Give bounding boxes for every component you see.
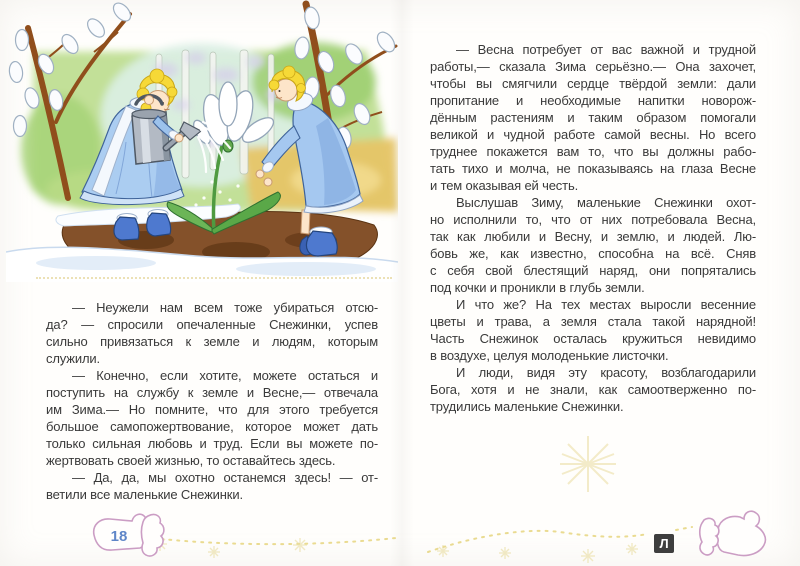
text-line: ветили все маленькие Снежинки. xyxy=(46,487,243,502)
text-line: трудились маленькие Снежинки. xyxy=(430,399,624,414)
text-line: Часть Снежинок осталась кружиться невидимо xyxy=(430,331,756,346)
text-line: в воздухе, целуя молоденькие листочки. xyxy=(430,348,669,363)
text-line: Бога, хотя и не знали, как самоотверженно по- xyxy=(430,382,756,397)
page-number-mitten-right xyxy=(692,507,772,561)
text-line: жертвовать своей жизнью, то оставайтесь здесь. xyxy=(46,453,336,468)
text-line: под кочки и проникли в глубь земли. xyxy=(430,280,645,295)
text-line: — Конечно, если хотите, можете остаться и xyxy=(72,368,378,383)
text-line: бовь же, как известно, способна на всё. Сняв xyxy=(430,246,756,261)
text-line: — Да, да, мы охотно останемся здесь! — от- xyxy=(72,470,378,485)
page-number-mitten-left xyxy=(86,509,170,559)
text-line: великой и чудной работе самой весны. Но всего xyxy=(430,127,756,142)
wavy-dotted-line-right xyxy=(428,531,648,552)
small-snowflakes xyxy=(153,537,638,563)
text-line: им Зима.— Но помните, что для этого требуется xyxy=(46,402,378,417)
text-line: и тем оказывая ей честь. xyxy=(430,178,579,193)
text-line: — Весна потребует от вас важной и трудной xyxy=(456,42,756,57)
text-line: пропитание и необходимые напитки новорож- xyxy=(430,93,756,108)
text-line: работы,— сказала Зима серьёзно.— Она захочет, xyxy=(430,59,756,74)
text-line: с себя свой блестящий наряд, они попрятались xyxy=(430,263,756,278)
text-line: сильно привязаться к земле и людям, которым xyxy=(46,334,378,349)
right-page-text xyxy=(430,41,756,415)
text-line: поступить на службу к земле и Весне,— отвечала xyxy=(46,385,378,400)
text-line: только сильная любовь и труд. Если вы можете по- xyxy=(46,436,378,451)
text-line: И что же? На тех местах выросли весенние xyxy=(456,297,756,312)
text-line: Выслушав Зиму, маленькие Снежинки охот- xyxy=(456,195,756,210)
text-line: — Неужели нам всем тоже убираться отсю- xyxy=(72,300,378,315)
text-line: так как любили и Весну, и землю, и людей. Лю- xyxy=(430,229,756,244)
text-line: труднее покажется вам то, что вы должны рабо- xyxy=(430,144,756,159)
text-line: дённым растениям и таким образом помогали xyxy=(430,110,756,125)
text-line: чтобы вы смягчили сердце твёрдой земли: дали xyxy=(430,76,756,91)
text-line: большое самопожертвование, которое может дать xyxy=(46,419,378,434)
text-line: служили. xyxy=(46,351,100,366)
text-line: цветы и трава, а земля стала такой нарядной! xyxy=(430,314,756,329)
labirint-watermark-badge: Л xyxy=(654,534,674,553)
illustration-separator-dots xyxy=(36,277,392,279)
text-line: тать тихо и молча, не показываясь на глаза Весне xyxy=(430,161,756,176)
watering-scene-illustration xyxy=(6,0,398,282)
text-line: И люди, видя эту красоту, возблагодарили xyxy=(456,365,756,380)
big-snowflake xyxy=(560,436,616,492)
page-number: 18 xyxy=(110,528,128,545)
text-line: но исполнили то, что от них потребовала Весна, xyxy=(430,212,756,227)
text-line: да? — спросили опечаленные Снежинки, успев xyxy=(46,317,378,332)
